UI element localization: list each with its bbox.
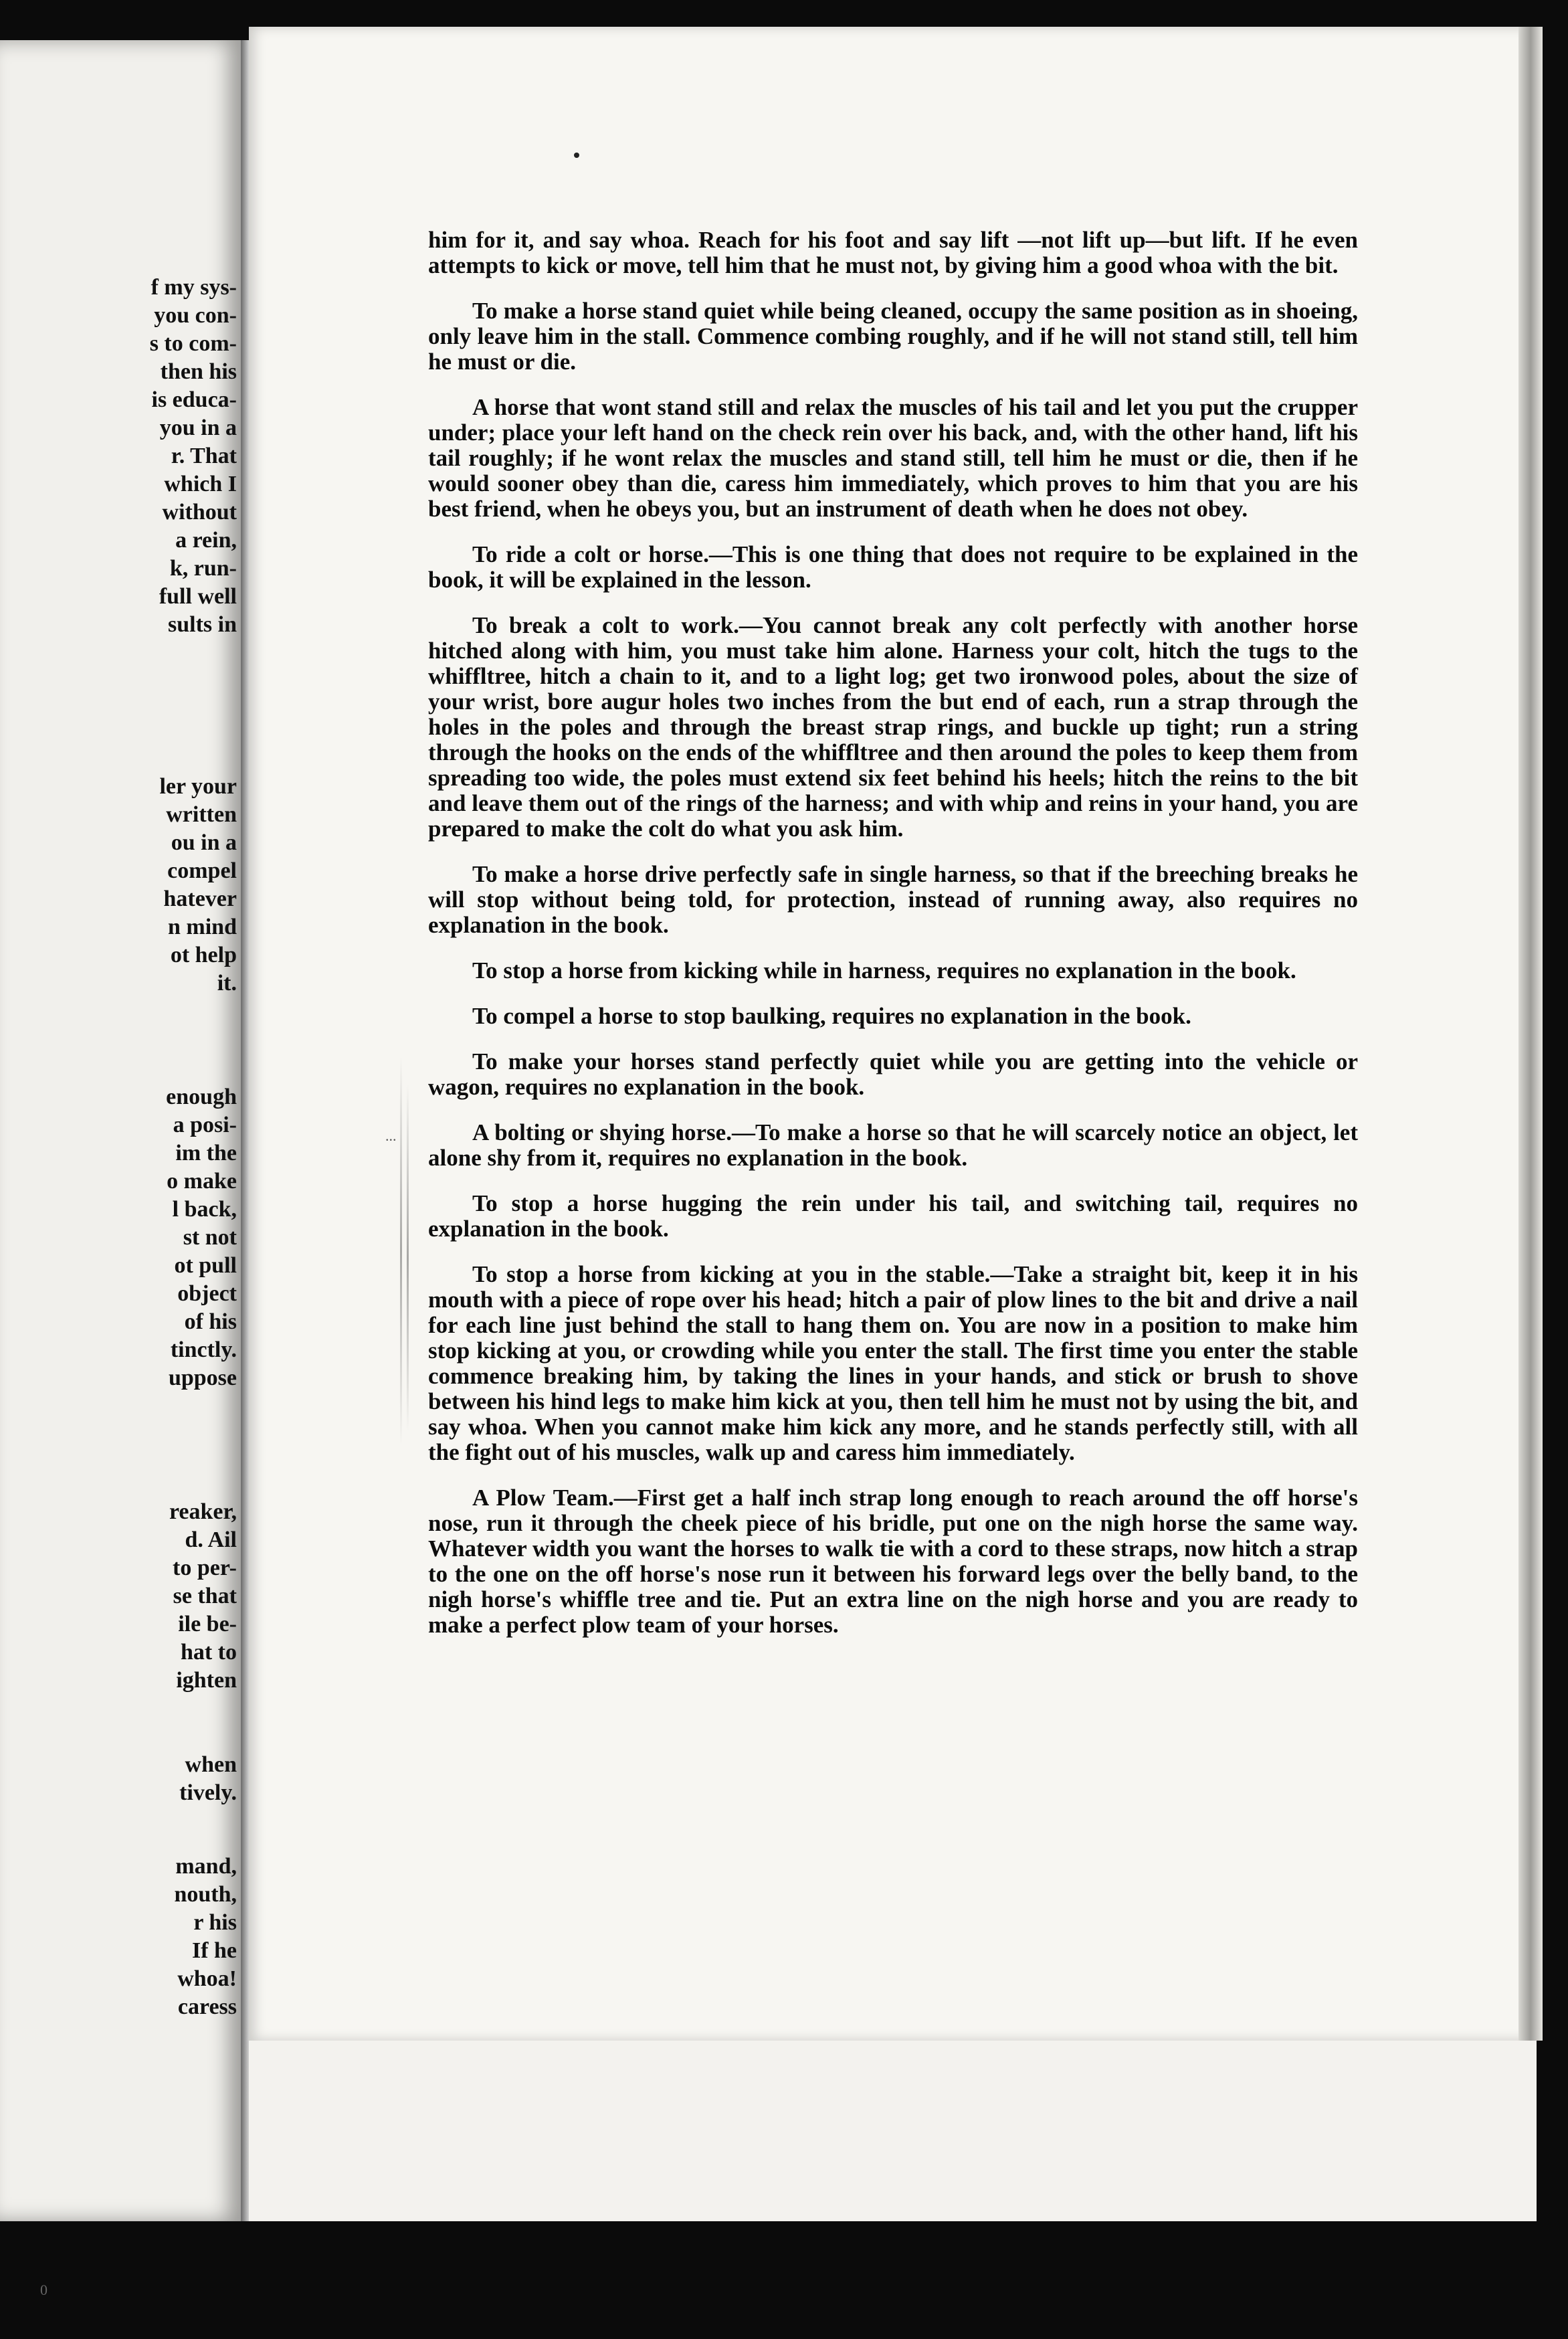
left-page-line: tinctly. [170,1337,237,1362]
left-page-line: you in a [159,415,237,440]
left-page-line: nouth, [174,1882,237,1907]
fold-crease [407,1084,409,1432]
left-page-line: im the [175,1141,237,1165]
book-gutter [241,40,249,2221]
left-page-line: you con- [154,303,237,328]
left-page-line: uppose [168,1366,237,1390]
left-page-line: it. [217,971,237,996]
left-page-line: s to com- [149,331,237,356]
left-page-line: se that [173,1584,237,1608]
paragraph: To make a horse drive perfectly safe in single harness, so that if the breeching breaks he will stop without being told, for protection, instead of running away, also requires no explanation in the book. [428,861,1358,938]
left-page-text [0,40,241,2221]
left-page-line: n mind [168,915,237,939]
paragraph: To break a colt to work.—You cannot break any colt perfectly with another horse hitched along with him, you must take him alone. Harness your colt, hitch the tugs to the whiffltree, hitch a chain to it, and to a light log; get two ironwood poles, about the size of your wrist, bore augur holes two inches from the but end of each, run a strap through the holes in the poles and through the breast strap rings, and buckle up tight; run a string through the hooks on the ends of the whiffltree and then around the poles to keep them from spreading too wide, the poles must extend six feet behind his heels; hitch the reins to the bit and leave them out of the rings of the harness; and with whip and reins in your hand, you are prepared to make the colt do what you ask him. [428,612,1358,842]
left-page-line: when [185,1752,237,1777]
left-page-line: enough [166,1085,237,1109]
left-page-line: st not [183,1225,237,1250]
right-page-lower [249,2041,1537,2221]
left-page-line: o make [167,1169,237,1194]
article-text [428,227,1358,1658]
left-page-line: full well [159,584,237,609]
left-page-line: ot help [170,943,237,967]
left-page-line: whoa! [177,1966,237,1991]
left-page-line: r his [193,1910,237,1935]
left-page-line: to per- [173,1556,237,1580]
left-page-line: then his [160,359,237,384]
left-page-line: which I [164,472,237,496]
left-page-line: is educa- [151,387,237,412]
fold-crease [400,1057,402,1445]
left-page-line: k, run- [169,556,237,581]
paragraph: A Plow Team.—First get a half inch strap long enough to reach around the off horse's nose, run it through the cheek piece of his bridle, put one on the nigh horse the same way. Whatever width you want the horses to walk tie with a cord to these straps, now hitch a strap to the one on the off horse's nose run it between his forward legs over the belly band, to the nigh horse's whiffle tree and tie. Put an extra line on the nigh horse and you are ready to make a perfect plow team of your horses. [428,1485,1358,1638]
paragraph: To stop a horse hugging the rein under his tail, and switching tail, requires no explanation in the book. [428,1190,1358,1242]
left-page-line: a posi- [173,1113,237,1137]
left-page [0,40,241,2221]
page-dot-mark [574,153,579,158]
left-page-line: ighten [176,1668,237,1693]
left-page-line: ler your [159,774,237,799]
paragraph: A bolting or shying horse.—To make a horse so that he will scarcely notice an object, let alone shy from it, requires no explanation in the book. [428,1119,1358,1171]
left-page-line: d. Ail [185,1527,237,1552]
left-page-line: a rein, [175,528,237,553]
paragraph: To make your horses stand perfectly quiet while you are getting into the vehicle or wagon, requires no explanation in the book. [428,1048,1358,1100]
left-page-line: hatever [163,886,237,911]
paragraph: A horse that wont stand still and relax the muscles of his tail and let you put the crupper under; place your left hand on the check rein over his back, and, with the other hand, lift his tail roughly; if he wont relax the muscles and stand still, tell him he must or die, then if he would sooner obey than die, caress him immediately, which proves to him that you are his best friend, when he obeys you, but an instrument of death when he does not obey. [428,394,1358,522]
left-page-line: ot pull [174,1253,237,1278]
page-edge [1518,27,1543,2041]
left-page-line: l back, [172,1197,237,1222]
left-page-line: mand, [175,1854,237,1879]
left-page-line: object [177,1281,237,1306]
left-page-line: without [162,500,237,525]
paragraph: To compel a horse to stop baulking, requires no explanation in the book. [472,1003,1191,1029]
left-page-line: reaker, [169,1499,237,1524]
left-page-line: f my sys- [151,275,237,300]
left-page-line: of his [184,1309,237,1334]
left-page-line: tively. [179,1780,237,1805]
paragraph: To make a horse stand quiet while being cleaned, occupy the same position as in shoeing, only leave him in the stall. Commence combing roughly, and if he will not stand still, tell him he must or die. [428,298,1358,375]
left-page-line: compel [167,858,237,883]
left-page-line: caress [177,1994,237,2019]
left-page-line: sults in [168,612,237,637]
paragraph: To stop a horse from kicking at you in the stable.—Take a straight bit, keep it in his mouth with a piece of rope over his head; hitch a pair of plow lines to the bit and drive a nail for each line just behind the stall to hang them on. You are now in a position to make him stop kicking at you, or crowding while you enter the stall. The first time you enter the stable commence breaking him, by taking the lines in your hands, and stick or brush to shove between his hind legs to make him kick at you, then tell him he must not by using the bit, and say whoa. When you cannot make him kick any more, and he stands perfectly still, with all the fight out of his muscles, walk up and caress him immediately. [428,1261,1358,1465]
paragraph: him for it, and say whoa. Reach for his foot and say lift —not lift up—but lift. If he even attempts to kick or move, tell him that he must not, by giving him a good whoa with the bit. [428,227,1358,278]
margin-note: ... [385,1127,397,1144]
left-page-line: written [166,802,237,827]
bottom-note: 0 [40,2281,47,2298]
paragraph: To ride a colt or horse.—This is one thing that does not require to be explained in the book, it will be explained in the lesson. [428,541,1358,593]
left-page-line: If he [191,1938,237,1963]
left-page-line: hat to [180,1640,237,1665]
left-page-line: r. That [171,444,237,468]
left-page-line: ou in a [171,830,237,855]
left-page-line: ile be- [178,1612,237,1636]
paragraph: To stop a horse from kicking while in harness, requires no explanation in the book. [472,957,1296,984]
